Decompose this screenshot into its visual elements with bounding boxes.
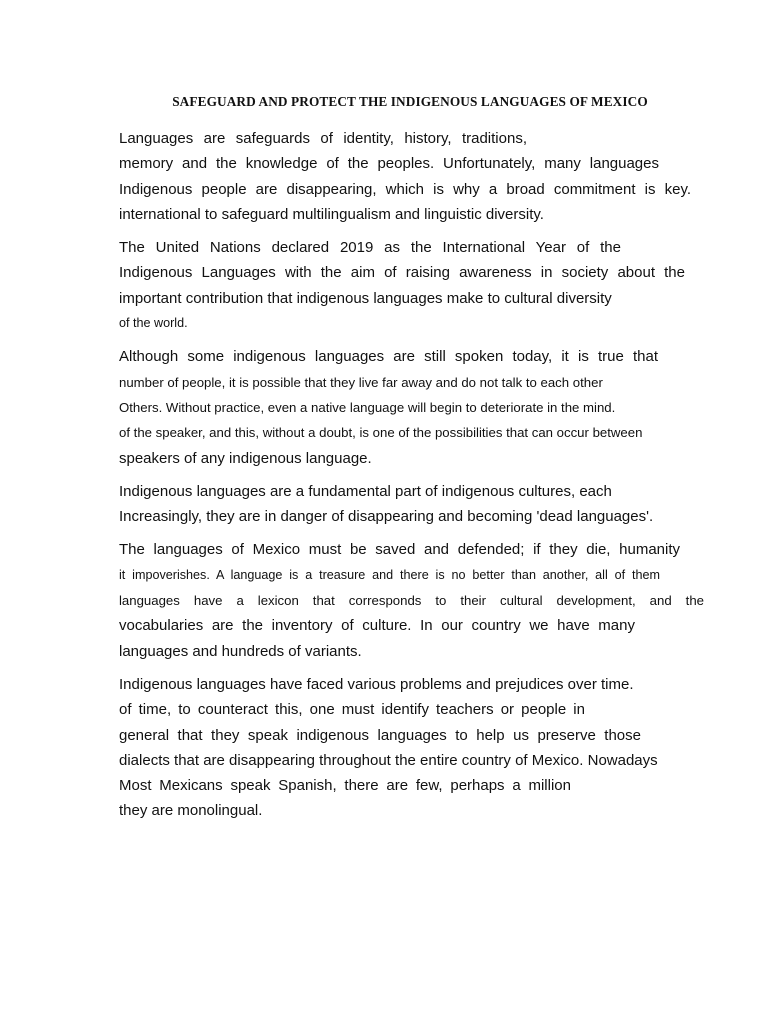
paragraph-line: Others. Without practice, even a native language will begin to deteriorate in the mind. bbox=[119, 399, 616, 415]
paragraph-line: speakers of any indigenous language. bbox=[119, 449, 372, 467]
paragraph-line: dialects that are disappearing throughout the entire country of Mexico. Nowadays bbox=[119, 751, 658, 769]
paragraph-5 bbox=[119, 537, 704, 663]
paragraph-line: Indigenous people are disappearing, which is why a broad commitment is key. bbox=[119, 180, 691, 198]
paragraph-line: they are monolingual. bbox=[119, 802, 263, 820]
paragraph-line: international to safeguard multilingualism and linguistic diversity. bbox=[119, 205, 544, 223]
paragraph-line: The United Nations declared 2019 as the International Year of the bbox=[119, 239, 621, 257]
paragraph-line: memory and the knowledge of the peoples. Unfortunately, many languages bbox=[119, 155, 659, 173]
paragraph-line: Languages are safeguards of identity, history, traditions, bbox=[119, 130, 527, 147]
paragraph-line: vocabularies are the inventory of culture. In our country we have many bbox=[119, 617, 635, 635]
paragraph-line: languages have a lexicon that corresponds to their cultural development, and the bbox=[119, 593, 704, 609]
document-body bbox=[119, 126, 704, 832]
paragraph-line: Indigenous Languages with the aim of raising awareness in society about the bbox=[119, 264, 685, 282]
paragraph-line: it impoverishes. A language is a treasure and there is no better than another, all of them bbox=[119, 567, 660, 582]
paragraph-line: of time, to counteract this, one must identify teachers or people in bbox=[119, 701, 585, 719]
document-title: SAFEGUARD AND PROTECT THE INDIGENOUS LANGUAGES OF MEXICO bbox=[172, 94, 648, 109]
paragraph-line: number of people, it is possible that they live far away and do not talk to each other bbox=[119, 374, 603, 390]
paragraph-line: important contribution that indigenous languages make to cultural diversity bbox=[119, 289, 612, 307]
paragraph-line: Most Mexicans speak Spanish, there are few, perhaps a million bbox=[119, 777, 571, 795]
paragraph-line: Indigenous languages are a fundamental part of indigenous cultures, each bbox=[119, 482, 612, 500]
paragraph-line: of the world. bbox=[119, 316, 188, 331]
paragraph-line: Indigenous languages have faced various problems and prejudices over time. bbox=[119, 675, 634, 693]
paragraph-line: languages and hundreds of variants. bbox=[119, 642, 362, 660]
paragraph-2 bbox=[119, 235, 704, 336]
paragraph-line: The languages of Mexico must be saved and defended; if they die, humanity bbox=[119, 541, 680, 559]
paragraph-1 bbox=[119, 126, 704, 227]
paragraph-line: general that they speak indigenous languages to help us preserve those bbox=[119, 726, 641, 744]
paragraph-3 bbox=[119, 344, 704, 470]
paragraph-line: of the speaker, and this, without a doubt, is one of the possibilities that can occur between bbox=[119, 425, 643, 441]
paragraph-6 bbox=[119, 672, 704, 824]
paragraph-4 bbox=[119, 479, 704, 530]
paragraph-line: Although some indigenous languages are still spoken today, it is true that bbox=[119, 348, 658, 366]
paragraph-line: Increasingly, they are in danger of disappearing and becoming 'dead languages'. bbox=[119, 508, 654, 526]
